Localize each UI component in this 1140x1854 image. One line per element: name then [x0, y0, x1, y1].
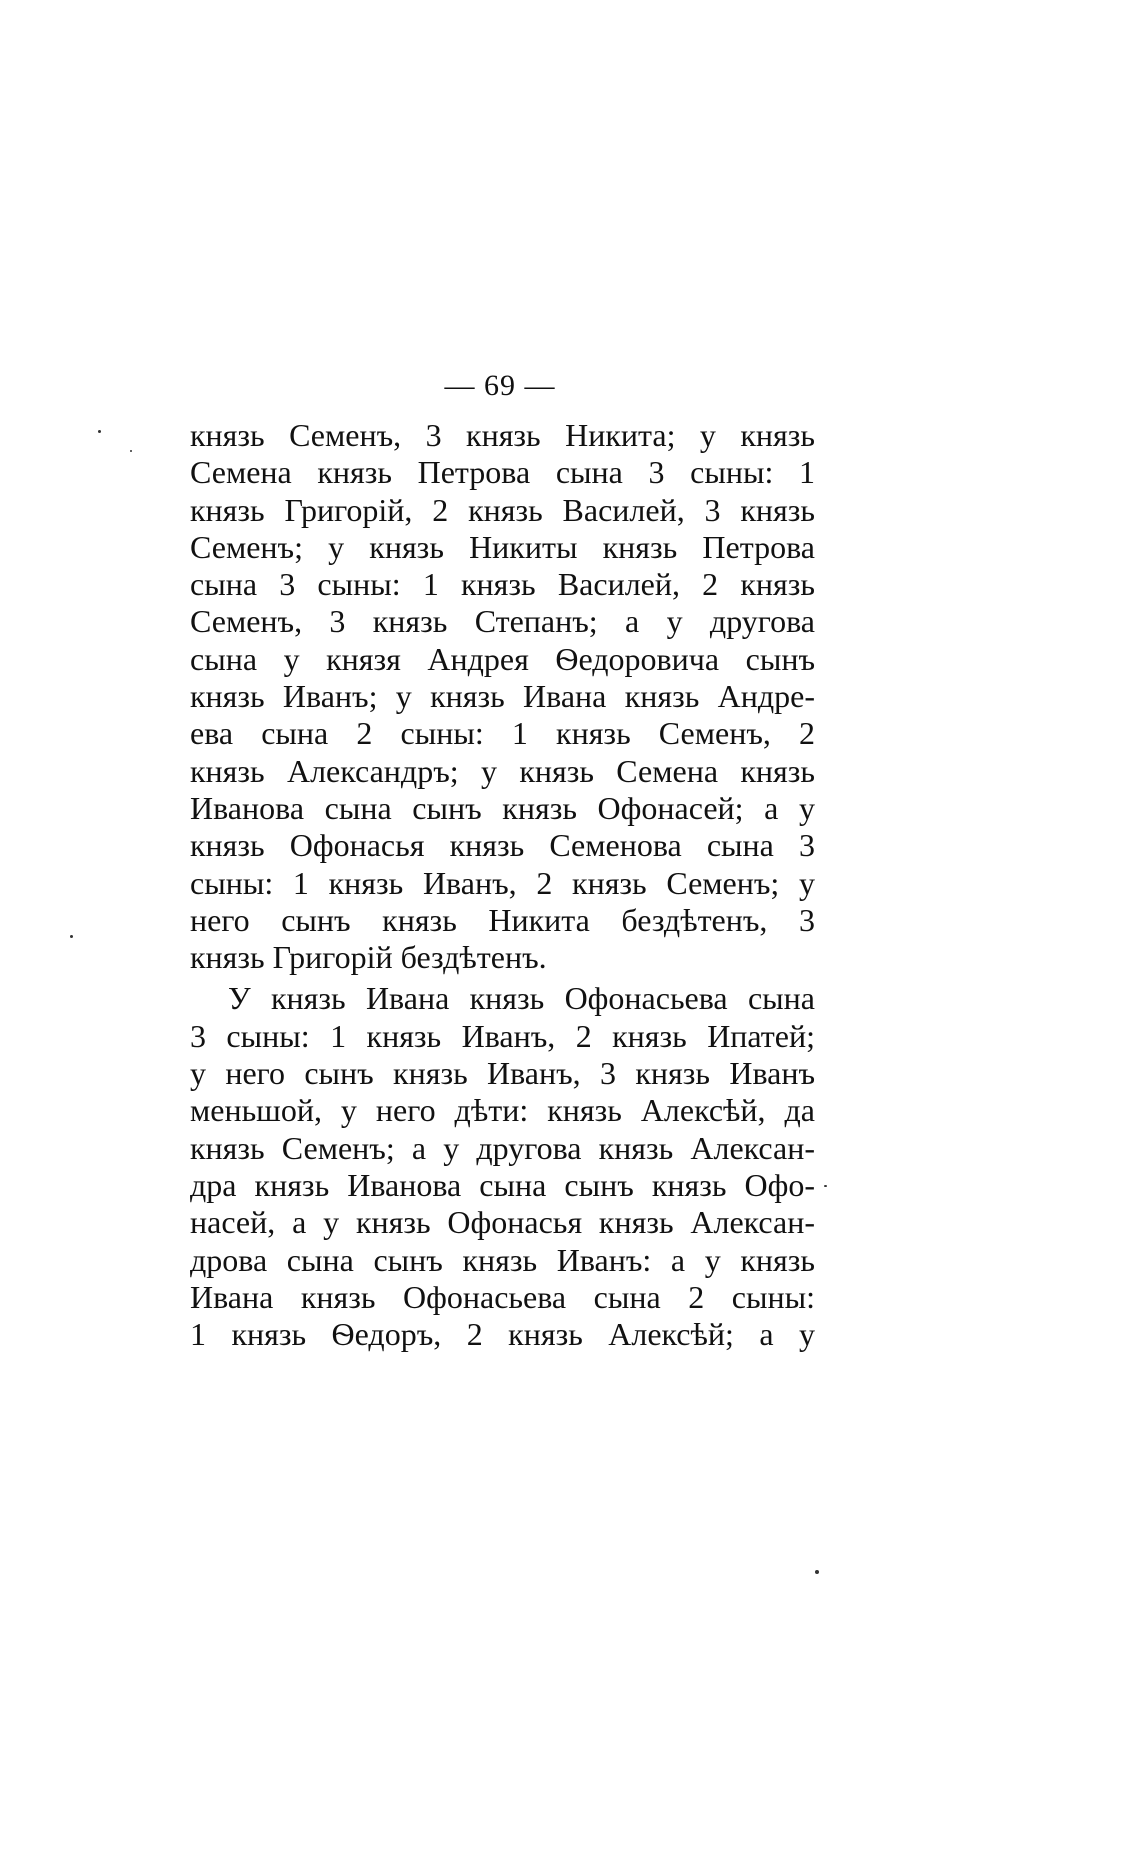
text-line: князь Григорій бездѣтенъ.: [190, 939, 547, 976]
text-line: насей, а у князь Офонасья князь Алексан-: [190, 1204, 815, 1241]
text-line: сына 3 сыны: 1 князь Василей, 2 князь: [190, 566, 815, 603]
scan-speck: [815, 1570, 819, 1574]
text-line: Иванова сына сынъ князь Офонасей; а у: [190, 789, 815, 826]
text-line: дра князь Иванова сына сынъ князь Офо-: [190, 1166, 815, 1203]
text-line: у него сынъ князь Иванъ, 3 князь Иванъ: [190, 1055, 815, 1092]
text-line: сыны: 1 князь Иванъ, 2 князь Семенъ; у: [190, 864, 815, 901]
paragraph: [190, 417, 815, 976]
text-line: князь Семенъ; а у другова князь Алексан-: [190, 1129, 815, 1166]
text-line: князь Иванъ; у князь Ивана князь Андре-: [190, 678, 815, 715]
text-line: дрова сына сынъ князь Иванъ: а у князь: [190, 1241, 815, 1278]
text-line: князь Офонасья князь Семенова сына 3: [190, 827, 815, 864]
text-line: 1 князь Ѳедоръ, 2 князь Алексѣй; а у: [190, 1316, 815, 1353]
paragraph: [190, 980, 815, 1353]
text-line: князь Семенъ, 3 князь Никита; у князь: [190, 417, 815, 453]
scan-speck: [824, 1185, 827, 1187]
text-line: меньшой, у него дѣти: князь Алексѣй, да: [190, 1092, 815, 1129]
text-line: князь Григорій, 2 князь Василей, 3 князь: [190, 491, 815, 528]
text-line: Семенъ, 3 князь Степанъ; а у другова: [190, 603, 815, 640]
scan-speck: [98, 430, 101, 433]
page-number: — 69 —: [444, 369, 556, 402]
text-line: сына у князя Андрея Ѳедоровича сынъ: [190, 640, 815, 677]
text-line: Семена князь Петрова сына 3 сыны: 1: [190, 454, 815, 491]
text-line: Ивана князь Офонасьева сына 2 сыны:: [190, 1278, 815, 1315]
text-line: Семенъ; у князь Никиты князь Петрова: [190, 528, 815, 565]
text-line: князь Александръ; у князь Семена князь: [190, 752, 815, 789]
text-line: 3 сыны: 1 князь Иванъ, 2 князь Ипатей;: [190, 1017, 815, 1054]
text-line: У князь Ивана князь Офонасьева сына: [228, 980, 815, 1017]
text-line: ева сына 2 сыны: 1 князь Семенъ, 2: [190, 715, 815, 752]
scan-speck: [130, 450, 132, 452]
text-line: него сынъ князь Никита бездѣтенъ, 3: [190, 901, 815, 938]
body-text: [190, 417, 815, 1353]
scan-speck: [70, 935, 73, 938]
